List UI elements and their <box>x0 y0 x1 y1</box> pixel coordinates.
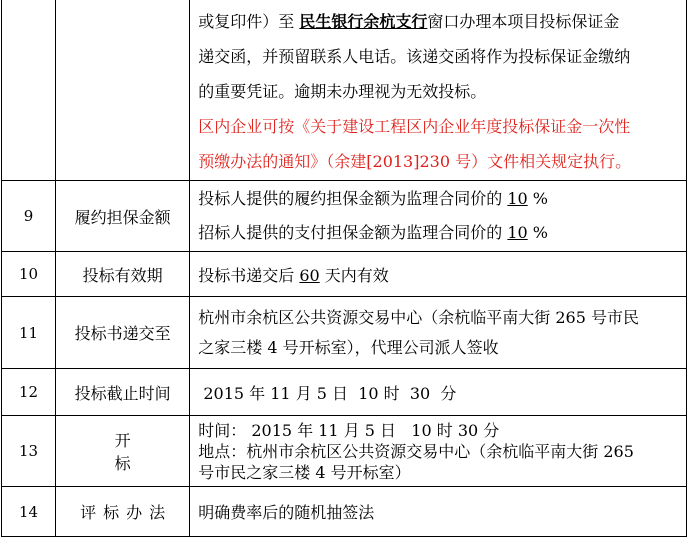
red-notice-line-1: 区内企业可按《关于建设工程区内企业年度投标保证金一次性 <box>198 116 631 136</box>
submission-line-1: 杭州市余杭区公共资源交易中心（余杭临平南大街 265 号市民 <box>198 307 639 327</box>
validity-text: 投标书递交后 <box>198 265 300 285</box>
deposit-instructions-cell <box>190 0 687 181</box>
row-number-cell: 9 <box>2 181 56 252</box>
guarantee-text: 投标人提供的履约担保金额为监理合同价的 <box>198 189 508 208</box>
instruction-line-3: 的重要凭证。逾期未办理视为无效投标。 <box>198 81 487 101</box>
row-number-cell: 13 <box>2 416 56 487</box>
instruction-text: 窗口办理本项目投标保证金 <box>427 11 620 31</box>
row-label-cell: 投标有效期 <box>56 252 190 297</box>
row-label-cell <box>56 0 190 181</box>
row-number-cell: 14 <box>2 487 56 537</box>
guarantee-text: 招标人提供的支付担保金额为监理合同价的 <box>198 223 508 242</box>
opening-time-line: 时间： 2015 年 11 月 5 日 10 时 30 分 <box>198 420 500 440</box>
row-label-cell: 开标 <box>56 416 190 487</box>
opening-place-line-1: 地点：杭州市余杭区公共资源交易中心（余杭临平南大街 265 <box>198 441 634 461</box>
table-row <box>2 369 687 416</box>
validity-text: 天内有效 <box>319 265 389 285</box>
deadline-cell: 2015 年 11 月 5 日 10 时 30 分 <box>190 369 687 416</box>
percent-sign: % <box>527 189 549 208</box>
guarantee-amount-cell <box>190 181 687 252</box>
instruction-line-1 <box>198 4 680 39</box>
instruction-text: 或复印件）至 <box>198 11 300 31</box>
row-label-cell: 投标书递交至 <box>56 297 190 369</box>
row-label-cell: 履约担保金额 <box>56 181 190 252</box>
table-row <box>2 416 687 487</box>
validity-days: 60 <box>299 265 320 285</box>
row-label-cell: 评标办法 <box>56 487 190 537</box>
evaluation-method-cell: 明确费率后的随机抽签法 <box>190 487 687 537</box>
row-label-cell: 投标截止时间 <box>56 369 190 416</box>
table-row <box>2 487 687 537</box>
guarantee-percent: 10 <box>507 189 528 208</box>
opening-place-line-2: 号市民之家三楼 4 号开标室） <box>198 462 411 482</box>
table-row <box>2 252 687 297</box>
table-row <box>2 0 687 181</box>
table-row <box>2 297 687 369</box>
row-number-cell: 10 <box>2 252 56 297</box>
submission-location-cell <box>190 297 687 369</box>
row-number-cell: 12 <box>2 369 56 416</box>
percent-sign: % <box>527 223 549 242</box>
bid-opening-cell <box>190 416 687 487</box>
row-number-cell <box>2 0 56 181</box>
table-row <box>2 181 687 252</box>
red-notice-line-2: 预缴办法的通知》（余建[2013]230 号）文件相关规定执行。 <box>198 151 632 171</box>
bid-info-table <box>1 0 687 537</box>
instruction-line-2: 递交函，并预留联系人电话。该递交函将作为投标保证金缴纳 <box>198 46 631 66</box>
submission-line-2: 之家三楼 4 号开标室），代理公司派人签收 <box>198 337 499 357</box>
validity-period-cell <box>190 252 687 297</box>
bank-name: 民生银行余杭支行 <box>299 11 428 31</box>
guarantee-percent: 10 <box>507 223 528 242</box>
row-number-cell: 11 <box>2 297 56 369</box>
payment-guarantee-line <box>198 216 680 250</box>
performance-guarantee-line <box>198 182 680 216</box>
